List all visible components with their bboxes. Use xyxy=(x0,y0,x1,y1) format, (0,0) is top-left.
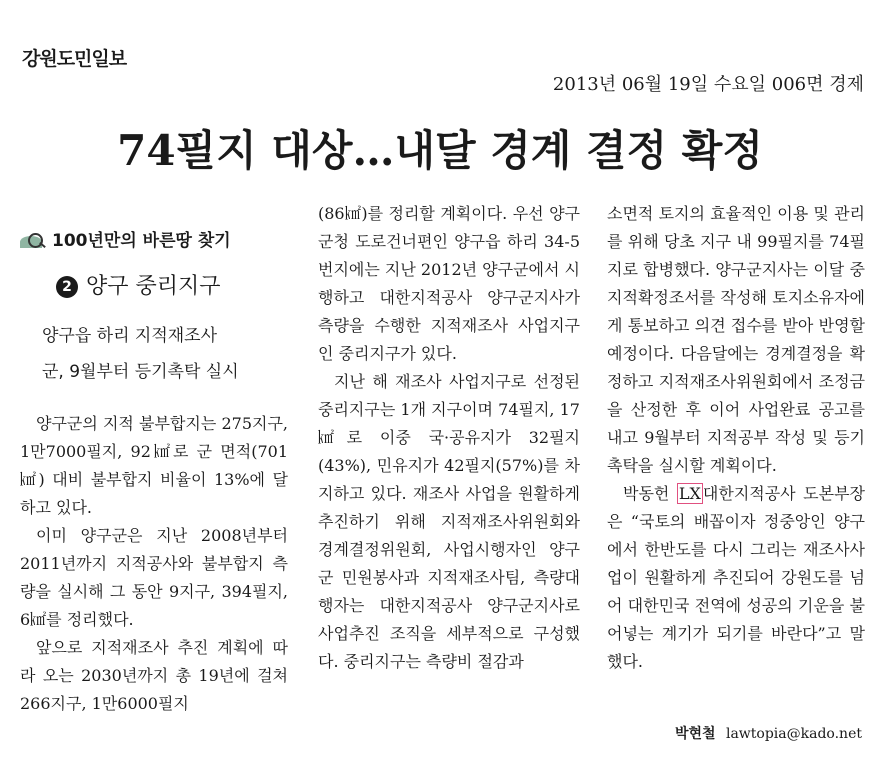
paragraph: 이미 양구군은 지난 2008년부터 2011년까지 지적공사와 불부합지 측량을 실시해 그 동안 9지구, 394필지, 6㎢를 정리했다. xyxy=(20,526,288,629)
subtitle-label: 양구 중리지구 xyxy=(86,274,221,299)
magnifier-map-icon xyxy=(20,232,46,250)
series-label: 100년만의 바른땅 찾기 xyxy=(52,231,231,251)
article-deck xyxy=(42,318,288,390)
quote-body: 대한지적공사 도본부장은 “국토의 배꼽이자 정중앙인 양구에서 한반도를 다시 그리는 재조사사업이 원활하게 추진되어 강원도를 넘어 대한민국 전역에 성공의 기운을 불어넣는 계기가 되기를 바란다”고 말했다. xyxy=(607,484,865,671)
series-number-badge: 2 xyxy=(56,276,78,298)
reporter-email: lawtopia@kado.net xyxy=(725,726,862,742)
article-headline: 74필지 대상…내달 경계 결정 확정 xyxy=(117,126,763,175)
paragraph: 소면적 토지의 효율적인 이용 및 관리를 위해 당초 지구 내 99필지를 74필지로 합병했다. 양구군지사는 이달 중 지적확정조서를 작성해 토지소유자에게 통보하고 의견 접수를 받아 반영할 예정이다. 다음달에는 경계결정을 확정하고 지적재조사위원회에서 조정금을 산정한 후 이어 사업완료 공고를 내고 9월부터 지적공부 작성 및 등기촉탁을 실시할 계획이다. xyxy=(607,204,865,475)
paragraph: 양구군의 지적 불부합지는 275지구, 1만7000필지, 92㎢로 군 면적(701㎢) 대비 불부합지 비율이 13%에 달하고 있다. xyxy=(20,414,288,517)
paragraph: 지난 해 재조사 사업지구로 선정된 중리지구는 1개 지구이며 74필지, 17㎢로 이중 국·공유지가 32필지(43%), 민유지가 42필지(57%)를 차지하고 있다. 재조사 사업을 원활하게 추진하기 위해 지적재조사위원회와 경계결정위원회, 사업시행자인 양구군 민원봉사과 지적재조사팀, 측량대행자는 대한지적공사 양구군지사로 사업추진 조직을 세부적으로 구성했다. 중리지구는 측량비 절감과 xyxy=(318,372,580,671)
article-column-2 xyxy=(318,200,580,676)
article-subtitle xyxy=(56,270,288,304)
article-column-1 xyxy=(20,200,288,718)
paragraph: 앞으로 지적재조사 추진 계획에 따라 오는 2030년까지 총 19년에 걸쳐 266지구, 1만6000필지 xyxy=(20,638,288,713)
reporter-name: 박현철 xyxy=(674,726,716,742)
article-column-3 xyxy=(607,200,865,676)
series-title xyxy=(20,226,288,256)
newspaper-masthead: 강원도민일보 xyxy=(22,48,127,70)
lx-mark: LX xyxy=(678,484,701,503)
deck-line: 군, 9월부터 등기촉탁 실시 xyxy=(42,362,239,382)
byline xyxy=(675,723,862,743)
deck-line: 양구읍 하리 지적재조사 xyxy=(42,326,218,346)
quote-paragraph xyxy=(607,480,865,676)
quote-lead: 박동헌 xyxy=(623,484,677,503)
paragraph: (86㎢)를 정리할 계획이다. 우선 양구군청 도로건너편인 양구읍 하리 34-5번지에는 지난 2012년 양구군에서 시행하고 대한지적공사 양구군지사가 측량을 수행한 지적재조사 사업지구인 중리지구가 있다. xyxy=(318,204,580,363)
dateline: 2013년 06월 19일 수요일 006면 경제 xyxy=(552,74,864,95)
